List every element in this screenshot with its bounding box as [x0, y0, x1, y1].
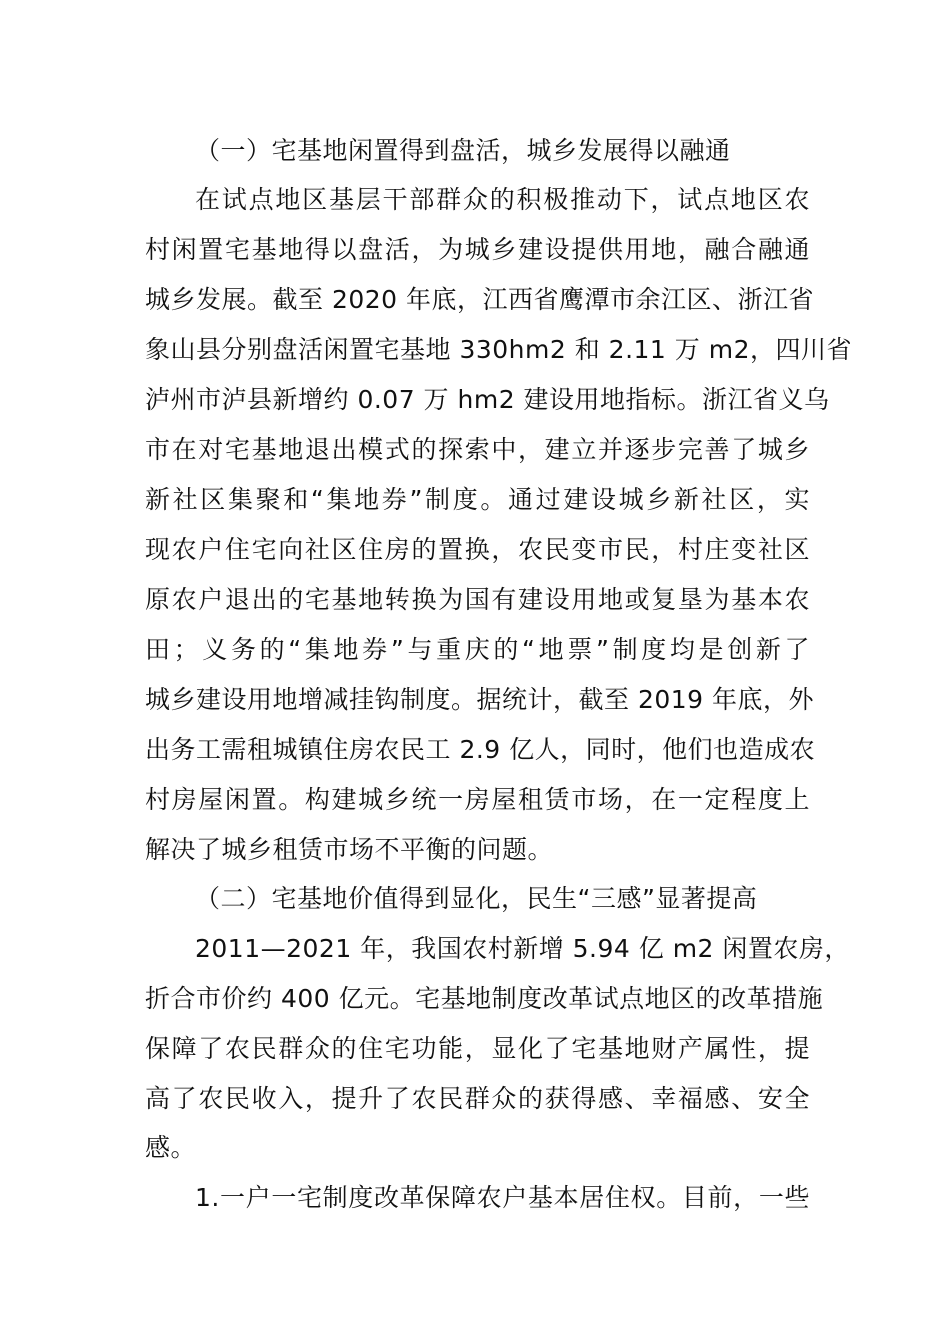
paragraph-line: 现农户住宅向社区住房的置换，农民变市民，村庄变社区	[145, 535, 810, 564]
paragraph-line: 田；义务的“集地券”与重庆的“地票”制度均是创新了	[145, 635, 810, 664]
paragraph-line: 市在对宅基地退出模式的探索中，建立并逐步完善了城乡	[145, 435, 810, 464]
paragraph-line: 折合市价约 400 亿元。宅基地制度改革试点地区的改革措施	[145, 984, 824, 1013]
paragraph-line: 村房屋闲置。构建城乡统一房屋租赁市场，在一定程度上	[145, 785, 810, 814]
section-heading-1: （一）宅基地闲置得到盘活，城乡发展得以融通	[195, 136, 731, 165]
paragraph-line: 保障了农民群众的住宅功能，显化了宅基地财产属性，提	[145, 1034, 810, 1063]
paragraph-line: 在试点地区基层干部群众的积极推动下，试点地区农	[195, 185, 810, 214]
paragraph-line: 象山县分别盘活闲置宅基地 330hm2 和 2.11 万 m2，四川省	[145, 335, 852, 364]
paragraph-line: 2011—2021 年，我国农村新增 5.94 亿 m2 闲置农房，	[195, 934, 850, 963]
paragraph-line: 原农户退出的宅基地转换为国有建设用地或复垦为基本农	[145, 585, 810, 614]
subsection-line: 1.一户一宅制度改革保障农户基本居住权。目前，一些	[195, 1183, 810, 1212]
paragraph-line: 城乡建设用地增减挂钩制度。据统计，截至 2019 年底，外	[145, 685, 815, 714]
section-heading-2: （二）宅基地价值得到显化，民生“三感”显著提高	[195, 884, 758, 913]
paragraph-line: 感。	[145, 1133, 197, 1162]
paragraph-line: 解决了城乡租赁市场不平衡的问题。	[145, 835, 554, 864]
paragraph-line: 泸州市泸县新增约 0.07 万 hm2 建设用地指标。浙江省义乌	[145, 385, 830, 414]
paragraph-line: 城乡发展。截至 2020 年底，江西省鹰潭市余江区、浙江省	[145, 285, 815, 314]
paragraph-line: 出务工需租城镇住房农民工 2.9 亿人，同时，他们也造成农	[145, 735, 816, 764]
paragraph-line: 村闲置宅基地得以盘活，为城乡建设提供用地，融合融通	[145, 235, 810, 264]
paragraph-line: 高了农民收入，提升了农民群众的获得感、幸福感、安全	[145, 1084, 810, 1113]
paragraph-line: 新社区集聚和“集地券”制度。通过建设城乡新社区，实	[145, 485, 810, 514]
